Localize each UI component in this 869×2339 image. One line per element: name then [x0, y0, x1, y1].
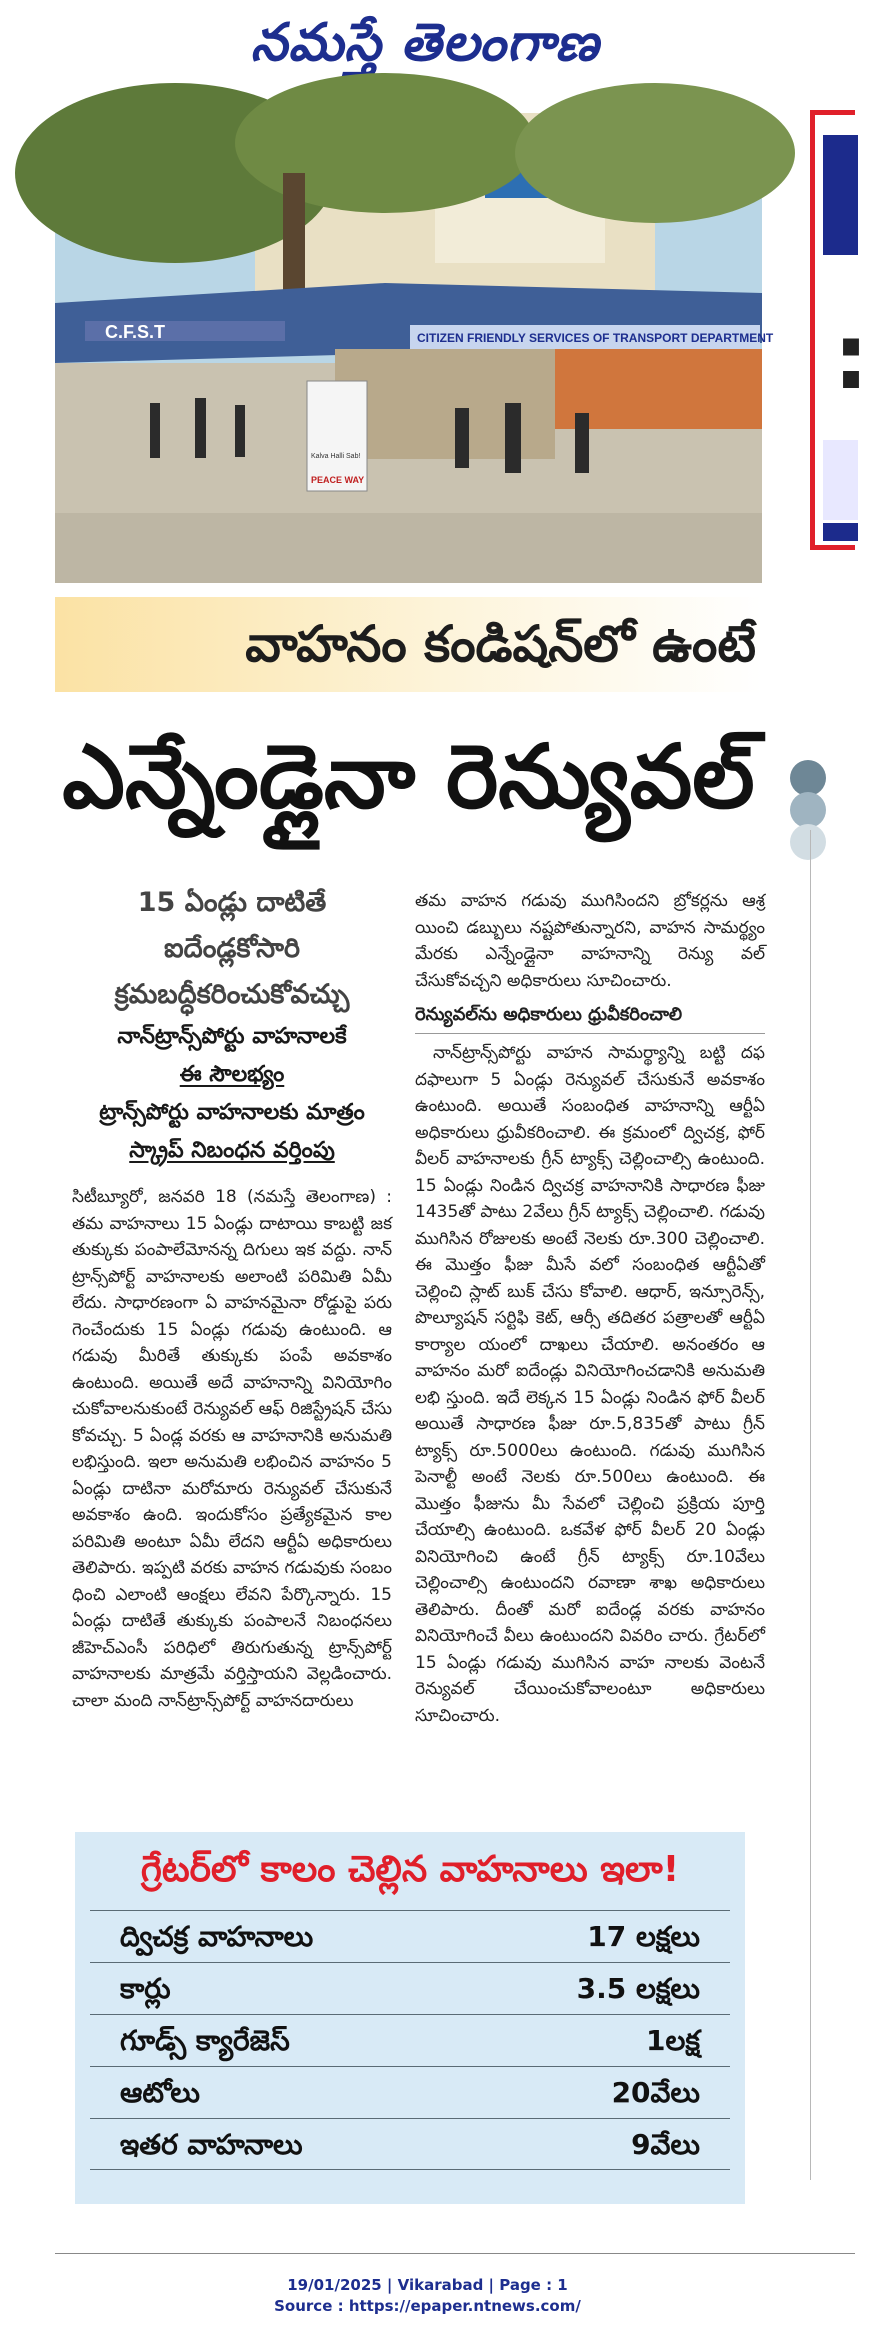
stats-row-value: 3.5 లక్షలు	[576, 1972, 700, 2005]
article-left-column	[72, 880, 392, 1714]
article-left-body: సిటీబ్యూరో, జనవరి 18 (నమస్తే తెలంగాణ) : తమ వాహనాలు 15 ఏండ్లు దాటాయి కాబట్టి జక తుక్కుకు పంపాలేమోనన్న దిగులు ఇక వద్దు. నాన్ ట్రాన్స్‌పోర్ట్ వాహనాలకు అలాంటి పరిమితి ఏమీ లేదు. సాధారణంగా ఏ వాహనమైనా రోడ్డుపై పరు గెంచేందుకు 15 ఏండ్లు గడువు ఉంటుంది. ఆ గడువు మీరితే తుక్కుకు పంపే అవకాశం ఉంటుంది. అయితే అదే వాహనాన్ని వినియోగిం చుకోవాలనుకుంటే రెన్యువల్ ఆఫ్ రిజిస్ట్రేషన్ చేసు కోవచ్చు. 5 ఏండ్ల వరకు ఆ వాహనానికి అనుమతి లభిస్తుంది. ఇలా అనుమతి లభించిన వాహనం 5 ఏండ్లు దాటినా మరోమారు రెన్యువల్ చేసుకునే అవకాశం ఉంది. ఇందుకోసం ప్రత్యేకమైన కాల పరిమితి అంటూ ఏమీ లేదని ఆర్టీఏ అధికారులు తెలిపారు. ఇప్పటి వరకు వాహన గడువుకు సంబం ధించి ఎలాంటి ఆంక్షలు లేవని పేర్కొన్నారు. 15 ఏండ్లు దాటితే తుక్కుకు పంపాలనే నిబంధనలు జీహెచ్‌ఎంసీ పరిధిలో తిరుగుతున్న ట్రాన్స్‌పోర్ట్ వాహనాలకు మాత్రమే వర్తిస్తాయని వెల్లడించారు. చాలా మంది నాన్‌ట్రాన్స్‌పోర్ట్ వాహనదారులు	[72, 1187, 392, 1711]
photo-board-text-2: Kalva Halli Sab!	[311, 453, 361, 460]
stats-row-label: ఇతర వాహనాలు	[120, 2128, 303, 2161]
stats-table	[90, 1910, 730, 2170]
photo-board-text: PEACE WAY	[311, 475, 365, 485]
subhead-4: నాన్‌ట్రాన్స్‌పోర్టు వాహనాలకే	[117, 1024, 347, 1049]
stats-row-label: ద్విచక్ర వాహనాలు	[120, 1920, 314, 1953]
stats-row-label: ఆటోలు	[120, 2076, 200, 2109]
subhead-3: క్రమబద్ధీకరించుకోవచ్చు	[114, 979, 350, 1010]
stats-row-label: కార్లు	[120, 1972, 171, 2005]
stats-row	[90, 2066, 730, 2118]
article-right-body-1: తమ వాహన గడువు ముగిసిందని బ్రోకర్లను ఆశ్ర యించి డబ్బులు నష్టపోతున్నారని, వాహన సామర్థ్యం మేరకు ఎన్నేండ్లైనా వాహనాన్ని రెన్యు వల్ చేసుకోవచ్చని అధికారులు సూచించారు.	[415, 891, 765, 991]
adjacent-ad-glyph: :	[833, 305, 869, 410]
subhead-1: 15 ఏండ్లు దాటితే	[137, 887, 327, 918]
article-headline: ఎన్నేండ్లైనా రెన్యువల్	[62, 725, 755, 828]
subhead-2: ఐదేండ్లకోసారి	[164, 933, 300, 964]
article-right-column	[415, 888, 765, 1729]
stats-row-label: గూడ్స్ క్యారేజెస్	[120, 2024, 290, 2057]
stats-row-value: 9వేలు	[631, 2128, 700, 2161]
stats-row	[90, 1962, 730, 2014]
adjacent-ad-strip	[810, 110, 869, 550]
page-footer	[0, 2275, 855, 2317]
photo-illustration	[55, 113, 774, 583]
page-divider	[55, 2253, 855, 2254]
stats-row	[90, 2118, 730, 2170]
stats-row	[90, 2014, 730, 2066]
photo-sign-banner: CITIZEN FRIENDLY SERVICES OF TRANSPORT DEPARTMENT	[417, 331, 774, 345]
article-right-body-2: నాన్‌ట్రాన్స్‌పోర్టు వాహన సామర్థ్యాన్ని బట్టి దఫ దఫాలుగా 5 ఏండ్లు రెన్యువల్ చేసుకునే అవకాశం ఉంటుంది. అయితే సంబంధిత వాహనాన్ని ఆర్టీఏ అధికారులు ధ్రువీకరించాలి. ఈ క్రమంలో ద్విచక్ర, ఫోర్ వీలర్ వాహనాలకు గ్రీన్ ట్యాక్స్ చెల్లించాల్సి ఉంటుంది. 15 ఏండ్లు నిండిన ద్విచక్ర వాహనానికి సాధారణ ఫీజు 1435తో పాటు 2వేలు గ్రీన్ ట్యాక్స్ చెల్లించాలి. గడువు ముగిసిన రోజులకు అంటే నెలకు రూ.300 చెల్లించాలి. ఈ మొత్తం ఫీజు మీసే వలో సంబంధిత ఆర్టీఏతో చెల్లించి స్లాట్ బుక్ చేసు కోవాలి. ఆధార్, ఇన్సూరెన్స్, పొల్యూషన్ సర్టిఫి కెట్, ఆర్సీ తదితర పత్రాలతో ఆర్టీఏ కార్యాల యంలో దాఖలు చేయాలి. అనంతరం ఆ వాహనం మరో ఐదేండ్లు వినియోగించడానికి అనుమతి లభి స్తుంది. ఇదే లెక్కన 15 ఏండ్లు నిండిన ఫోర్ వీలర్ అయితే సాధారణ ఫీజు రూ.5,835తో పాటు గ్రీన్ ట్యాక్స్ రూ.5000లు ఉంటుంది. గడువు ముగిసిన పెనాల్టీ అంటే నెలకు రూ.500లు ఉంటుంది. ఈ మొత్తం ఫీజును మీ సేవలో చెల్లించి ప్రక్రియ పూర్తి చేయాల్సి ఉంటుంది. ఒకవేళ ఫోర్ వీలర్ 20 ఏండ్లు వినియోగించి ఉంటే గ్రీన్ ట్యాక్స్ రూ.10వేలు చెల్లించాల్సి ఉంటుందని రవాణా శాఖ అధికారులు తెలిపారు. దీంతో మరో ఐదేండ్ల వరకు వాహనం వినియోగించే వీలు ఉంటుందని వివరిం చారు. గ్రేటర్‌లో 15 ఏండ్లు గడువు ముగిసిన వాహ నాలకు వెంటనే రెన్యువల్ చేయించుకోవాలంటూ అధికారులు సూచించారు.	[415, 1043, 765, 1726]
subhead-6: ట్రాన్స్‌పోర్టు వాహనాలకు మాత్రం	[99, 1100, 365, 1125]
stats-row-value: 1లక్ష	[646, 2024, 700, 2057]
subhead-7: స్క్రాప్ నిబంధన వర్తింపు	[129, 1138, 335, 1163]
article-sidehead: రెన్యువల్‌ను అధికారులు ధ్రువీకరించాలి	[415, 1004, 765, 1034]
article-photo	[55, 113, 774, 583]
stats-box	[75, 1832, 745, 2204]
column-divider	[810, 830, 811, 2180]
stats-row-value: 20వేలు	[611, 2076, 700, 2109]
masthead-title: నమస్తే తెలంగాణ	[250, 12, 600, 73]
stats-row-value: 17 లక్షలు	[587, 1920, 700, 1953]
stats-row	[90, 1910, 730, 1962]
footer-source-line[interactable]: Source : https://epaper.ntnews.com/	[274, 2297, 581, 2315]
subhead-5: ఈ సౌలభ్యం	[179, 1062, 285, 1087]
photo-sign-cfst: C.F.S.T	[105, 322, 166, 342]
article-kicker: వాహనం కండిషన్‌లో ఉంటే	[55, 597, 762, 692]
stats-title: గ్రేటర్‌లో కాలం చెల్లిన వాహనాలు ఇలా!	[140, 1849, 680, 1890]
footer-edition-line: 19/01/2025 | Vikarabad | Page : 1	[287, 2276, 568, 2294]
